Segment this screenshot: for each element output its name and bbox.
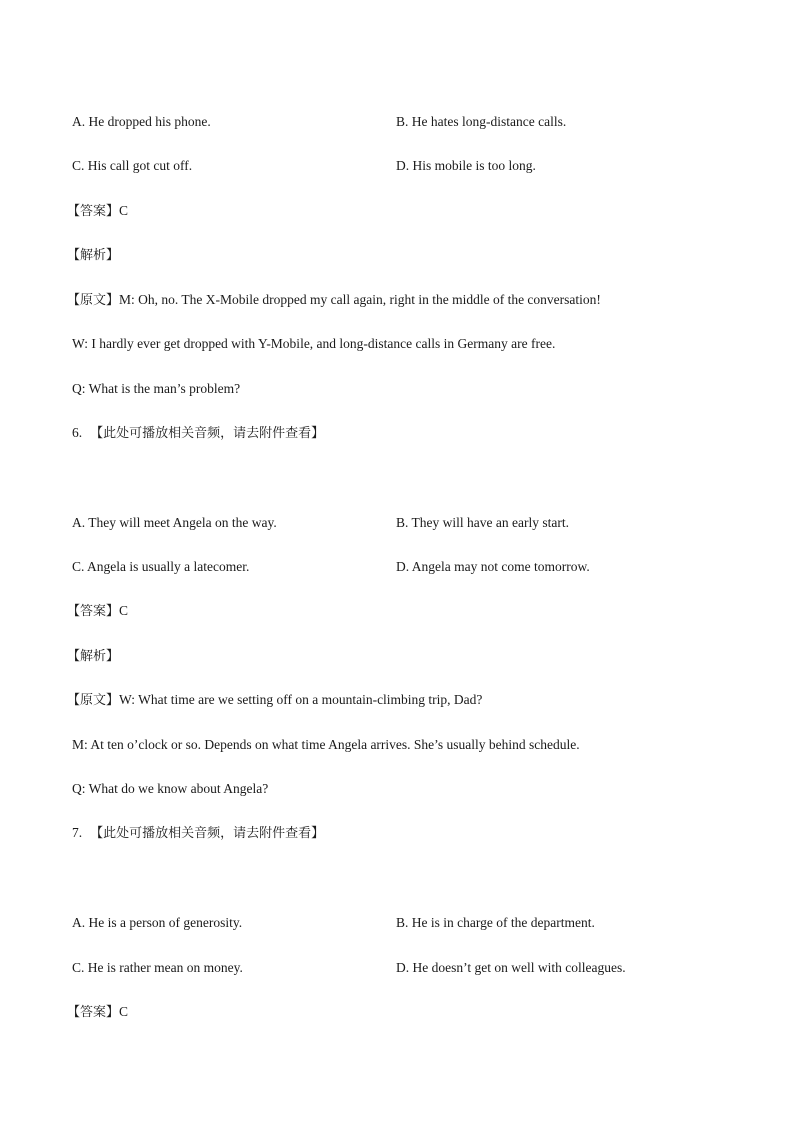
q7-number: 7. — [72, 825, 83, 840]
q5-analysis-label: 【解析】 — [67, 248, 120, 263]
q7-option-c: C. He is rather mean on money. — [72, 960, 243, 975]
q7-options-row-1 — [72, 914, 722, 932]
q6-question: Q: What do we know about Angela? — [72, 781, 269, 796]
q6-transcript-line-1 — [67, 691, 483, 710]
q6-answer — [67, 602, 129, 621]
q5-answer-value: C — [119, 203, 129, 218]
q5-analysis — [67, 246, 120, 265]
q5-option-a: A. He dropped his phone. — [72, 114, 211, 129]
q6-option-b: B. They will have an early start. — [396, 515, 569, 530]
q6-options-row-1 — [72, 514, 722, 532]
q6-transcript-text-1: W: What time are we setting off on a mountain-climbing trip, Dad? — [119, 692, 483, 707]
q5-transcript-line-2: W: I hardly ever get dropped with Y-Mobile, and long-distance calls in Germany are free. — [72, 336, 556, 351]
q5-transcript-line-1 — [67, 291, 601, 310]
q6-option-a: A. They will meet Angela on the way. — [72, 515, 277, 530]
q5-option-b: B. He hates long-distance calls. — [396, 114, 567, 129]
q5-option-c: C. His call got cut off. — [72, 158, 193, 173]
q5-transcript-label: 【原文】 — [67, 293, 120, 308]
q6-number: 6. — [72, 425, 83, 440]
q7-answer — [67, 1003, 129, 1022]
q6-option-d: D. Angela may not come tomorrow. — [396, 559, 590, 574]
q7-answer-value: C — [119, 1004, 129, 1019]
q7-answer-label: 【答案】 — [67, 1005, 120, 1020]
q7-header — [72, 824, 324, 843]
q6-transcript-label: 【原文】 — [67, 693, 120, 708]
q7-audio-note: 【此处可播放相关音频，请去附件查看】 — [90, 826, 325, 841]
q5-option-d: D. His mobile is too long. — [396, 158, 536, 173]
q6-answer-label: 【答案】 — [67, 604, 120, 619]
q5-answer — [67, 202, 129, 221]
q5-question: Q: What is the man’s problem? — [72, 381, 241, 396]
q6-header — [72, 424, 324, 443]
q5-options-row-2 — [72, 157, 722, 175]
q6-transcript-line-2: M: At ten o’clock or so. Depends on what time Angela arrives. She’s usually behind schedule. — [72, 737, 580, 752]
q6-options-row-2 — [72, 558, 722, 576]
q5-transcript-text-1: M: Oh, no. The X-Mobile dropped my call again, right in the middle of the conversation! — [119, 292, 601, 307]
q6-audio-note: 【此处可播放相关音频，请去附件查看】 — [90, 426, 325, 441]
q6-answer-value: C — [119, 603, 129, 618]
q5-options-row-1 — [72, 113, 722, 131]
q7-option-a: A. He is a person of generosity. — [72, 915, 243, 930]
q6-analysis-label: 【解析】 — [67, 649, 120, 664]
q7-option-b: B. He is in charge of the department. — [396, 915, 595, 930]
q6-analysis — [67, 647, 120, 666]
q5-answer-label: 【答案】 — [67, 204, 120, 219]
q6-option-c: C. Angela is usually a latecomer. — [72, 559, 250, 574]
q7-options-row-2 — [72, 959, 722, 977]
q7-option-d: D. He doesn’t get on well with colleagues. — [396, 960, 626, 975]
